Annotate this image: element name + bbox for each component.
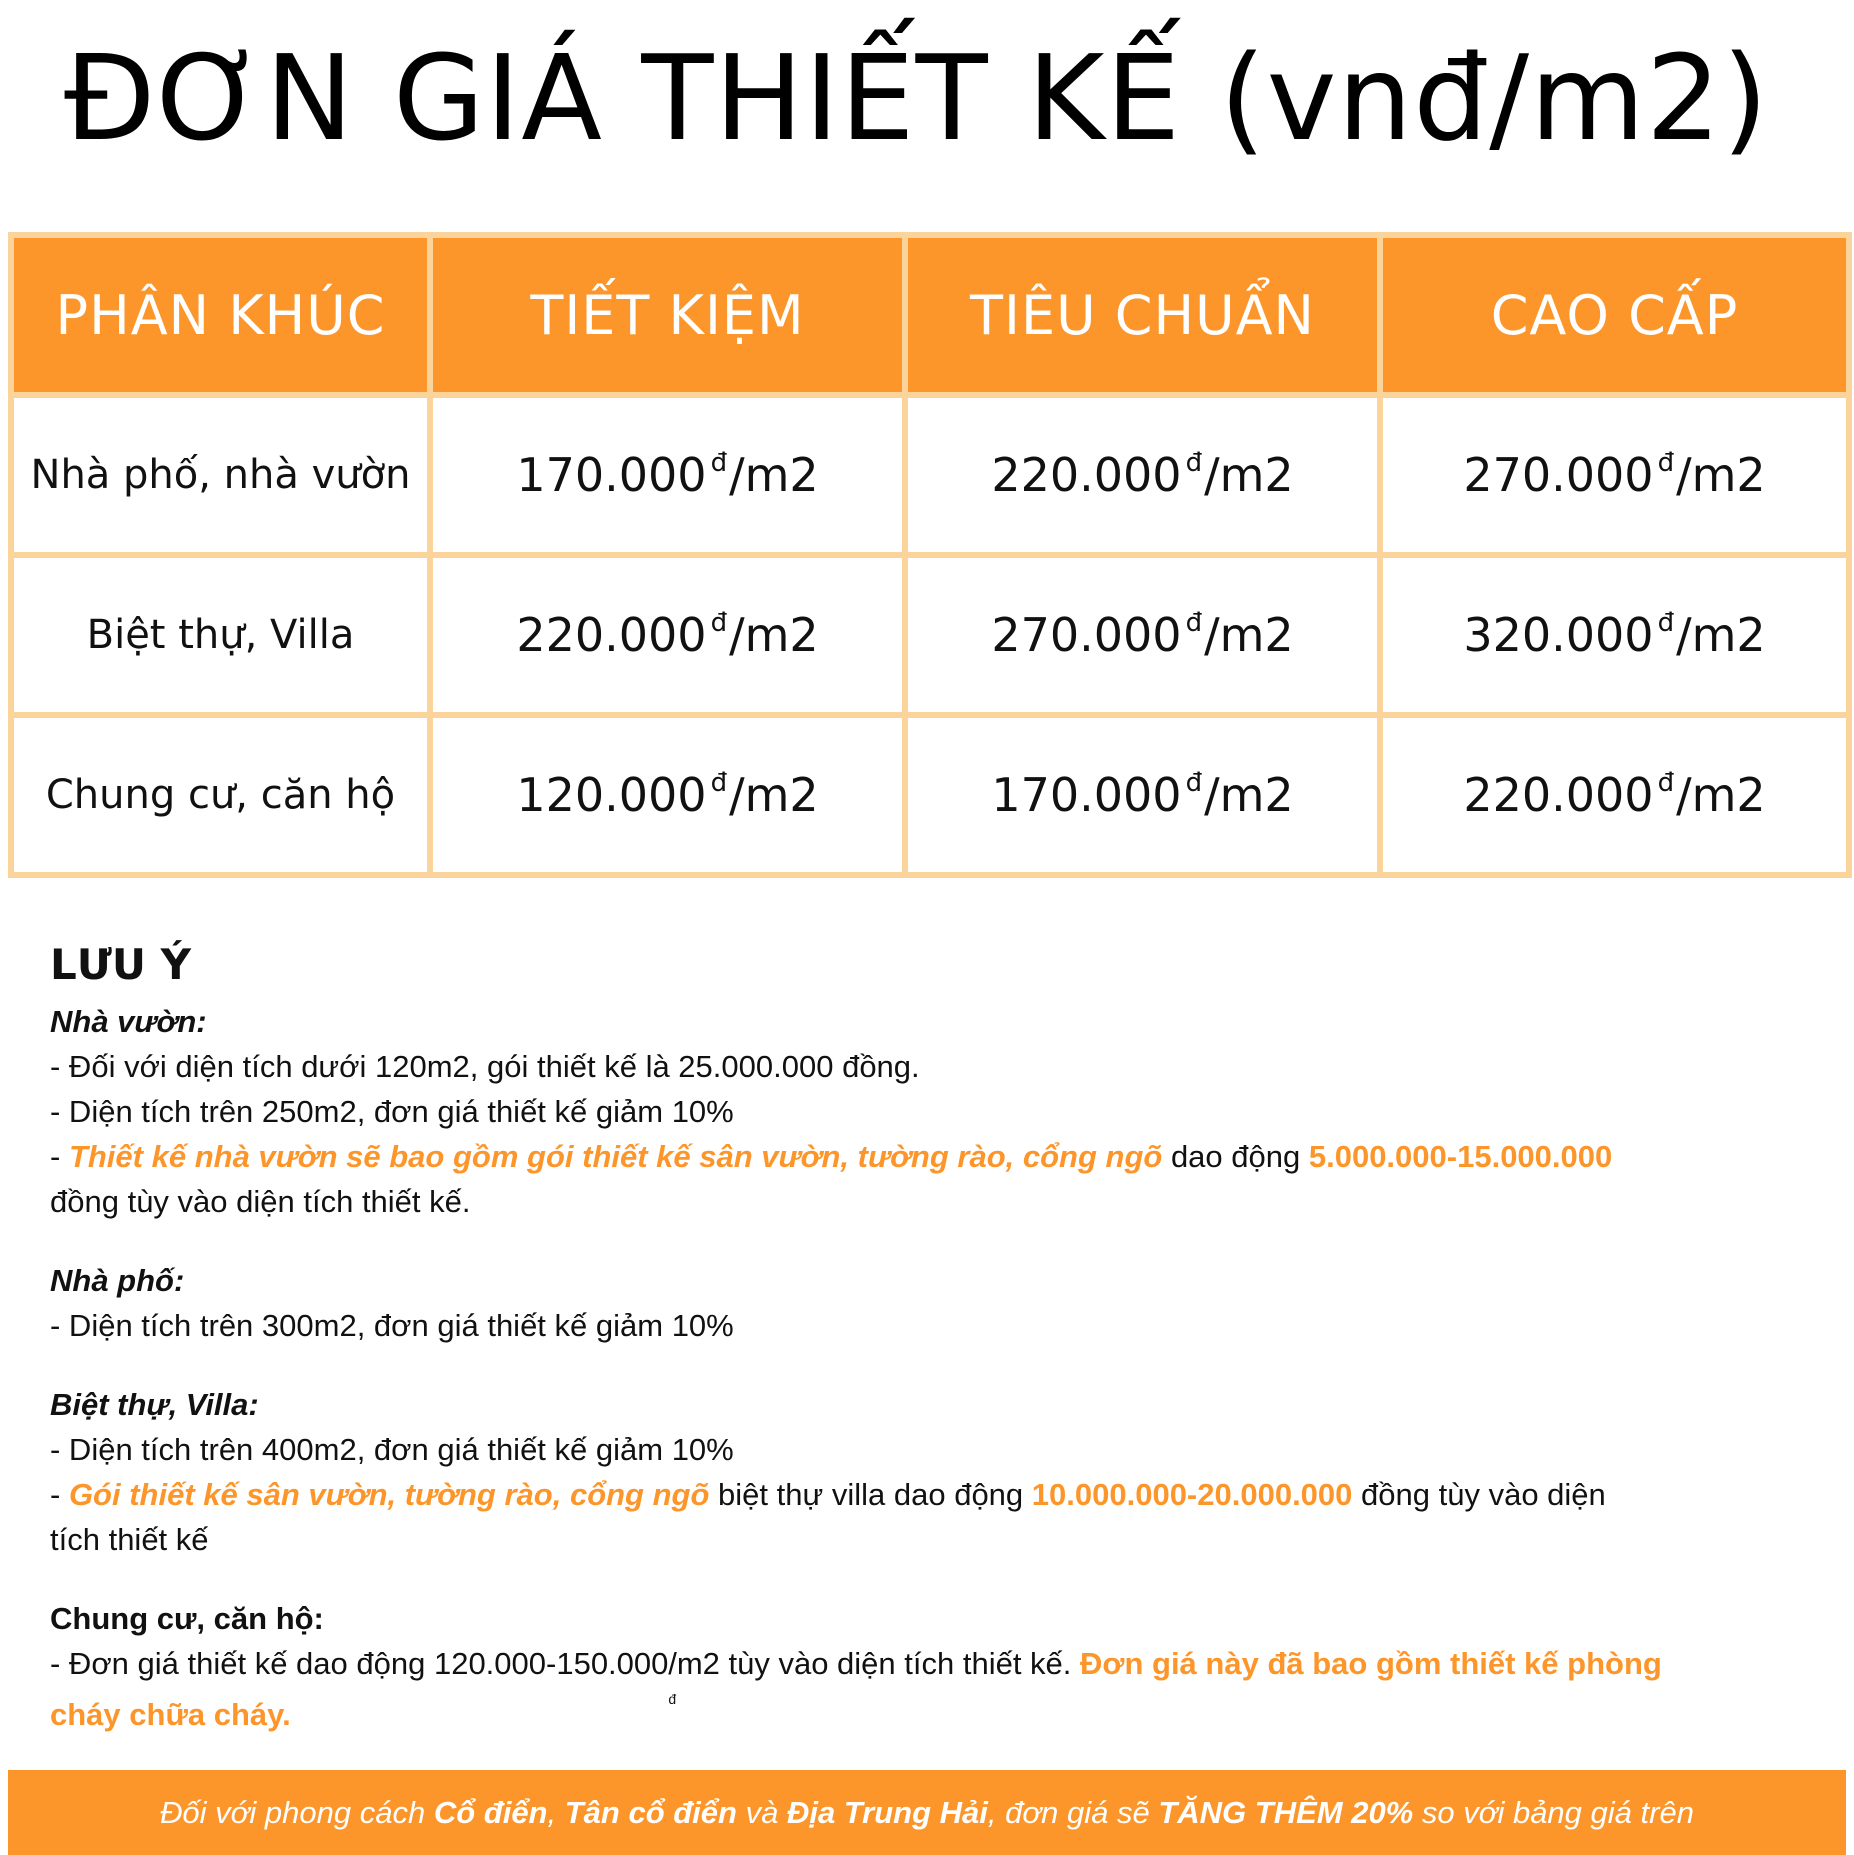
- header-premium: CAO CẤP: [1383, 238, 1846, 392]
- note-line: cháy chữa cháy.: [50, 1697, 291, 1732]
- price-unit: /m2: [1204, 608, 1294, 662]
- note-title-nha-pho: Nhà phố:: [50, 1263, 185, 1298]
- price-value: 220.000: [516, 608, 707, 662]
- currency-symbol: đ: [1657, 607, 1675, 638]
- table-row: [14, 398, 1846, 552]
- footer-text: , đơn giá sẽ: [987, 1795, 1159, 1830]
- page-title: ĐƠN GIÁ THIẾT KẾ (vnđ/m2): [64, 29, 1770, 167]
- note-highlight: Gói thiết kế sân vườn, tường rào, cổng ngõ: [68, 1477, 710, 1512]
- price-value: 170.000: [516, 448, 707, 502]
- note-title-chung-cu: Chung cư, căn hộ:: [50, 1601, 324, 1636]
- price-value: 120.000: [516, 768, 707, 822]
- note-line: - Đối với diện tích dưới 120m2, gói thiết kế là 25.000.000 đồng.: [50, 1049, 920, 1084]
- price-cell: [433, 718, 902, 872]
- table-header-row: [14, 238, 1846, 392]
- currency-symbol: đ: [1657, 447, 1675, 478]
- price-cell: [1383, 398, 1846, 552]
- currency-symbol: đ: [710, 607, 728, 638]
- price-unit: /m2: [1204, 768, 1294, 822]
- price-table: [8, 232, 1852, 878]
- note-prefix: -: [50, 1139, 69, 1174]
- note-text: - Đơn giá thiết kế dao động 120.000-150.000: [50, 1646, 669, 1681]
- note-text: đồng tùy vào diện: [1352, 1477, 1606, 1512]
- note-line: [50, 1641, 1802, 1707]
- price-cell: [1383, 718, 1846, 872]
- currency-symbol: đ: [1185, 607, 1203, 638]
- footer-text: Đối với phong cách: [160, 1795, 434, 1830]
- segment-cell: Chung cư, căn hộ: [14, 718, 427, 872]
- price-unit: /m2: [1676, 608, 1766, 662]
- header-economy: TIẾT KIỆM: [433, 238, 902, 392]
- price-cell: [1383, 558, 1846, 712]
- header-standard: TIÊU CHUẨN: [908, 238, 1377, 392]
- price-cell: [908, 718, 1377, 872]
- price-cell: [908, 398, 1377, 552]
- segment-cell: Nhà phố, nhà vườn: [14, 398, 427, 552]
- note-highlight: Thiết kế nhà vườn sẽ bao gồm gói thiết kế sân vườn, tường rào, cổng ngõ: [68, 1139, 1163, 1174]
- note-amount: 10.000.000-20.000.000: [1031, 1477, 1353, 1512]
- price-unit: /m2: [1676, 768, 1766, 822]
- footer-bold: Cổ điển: [433, 1795, 548, 1830]
- note-text: /m2 tùy vào diện tích thiết kế.: [668, 1646, 1081, 1681]
- note-title-nha-vuon: Nhà vườn:: [50, 1004, 207, 1039]
- note-line: [50, 1134, 1802, 1179]
- note-line: - Diện tích trên 250m2, đơn giá thiết kế giảm 10%: [50, 1094, 734, 1129]
- footer-text: so với bảng giá trên: [1413, 1795, 1694, 1830]
- note-highlight: Đơn giá này đã bao gồm thiết kế phòng: [1080, 1646, 1662, 1681]
- footer-text: và: [736, 1795, 787, 1830]
- note-text: biệt thự villa dao động: [709, 1477, 1032, 1512]
- note-text: dao động: [1162, 1139, 1309, 1174]
- note-title-biet-thu: Biệt thự, Villa:: [50, 1387, 259, 1422]
- price-unit: /m2: [729, 448, 819, 502]
- footer-bold: TĂNG THÊM 20%: [1158, 1795, 1414, 1830]
- footer-bold: Địa Trung Hải: [786, 1795, 988, 1830]
- price-cell: [433, 398, 902, 552]
- notes-section: [12, 890, 1842, 1768]
- currency-symbol: đ: [710, 767, 728, 798]
- header-segment: PHÂN KHÚC: [14, 238, 427, 392]
- price-value: 170.000: [991, 768, 1182, 822]
- currency-symbol: đ: [1657, 767, 1675, 798]
- currency-symbol: đ: [668, 1691, 677, 1707]
- currency-symbol: đ: [1185, 767, 1203, 798]
- note-prefix: -: [50, 1477, 69, 1512]
- notes-heading: LƯU Ý: [50, 940, 191, 989]
- currency-symbol: đ: [710, 447, 728, 478]
- note-line: [50, 1472, 1802, 1517]
- currency-symbol: đ: [1185, 447, 1203, 478]
- price-unit: /m2: [729, 608, 819, 662]
- footer-banner: [8, 1770, 1846, 1855]
- note-line: - Diện tích trên 400m2, đơn giá thiết kế giảm 10%: [50, 1432, 734, 1467]
- price-value: 220.000: [991, 448, 1182, 502]
- table-row: [14, 718, 1846, 872]
- footer-text: ,: [547, 1795, 565, 1830]
- price-cell: [908, 558, 1377, 712]
- price-unit: /m2: [1204, 448, 1294, 502]
- table-row: [14, 558, 1846, 712]
- footer-bold: Tân cổ điển: [564, 1795, 737, 1830]
- price-value: 270.000: [991, 608, 1182, 662]
- note-line: tích thiết kế: [50, 1522, 209, 1557]
- price-unit: /m2: [729, 768, 819, 822]
- price-value: 320.000: [1463, 608, 1654, 662]
- note-line: - Diện tích trên 300m2, đơn giá thiết kế giảm 10%: [50, 1308, 734, 1343]
- price-unit: /m2: [1676, 448, 1766, 502]
- price-value: 270.000: [1463, 448, 1654, 502]
- price-cell: [433, 558, 902, 712]
- price-value: 220.000: [1463, 768, 1654, 822]
- note-line: đồng tùy vào diện tích thiết kế.: [50, 1184, 471, 1219]
- segment-cell: Biệt thự, Villa: [14, 558, 427, 712]
- note-amount: 5.000.000-15.000.000: [1308, 1139, 1613, 1174]
